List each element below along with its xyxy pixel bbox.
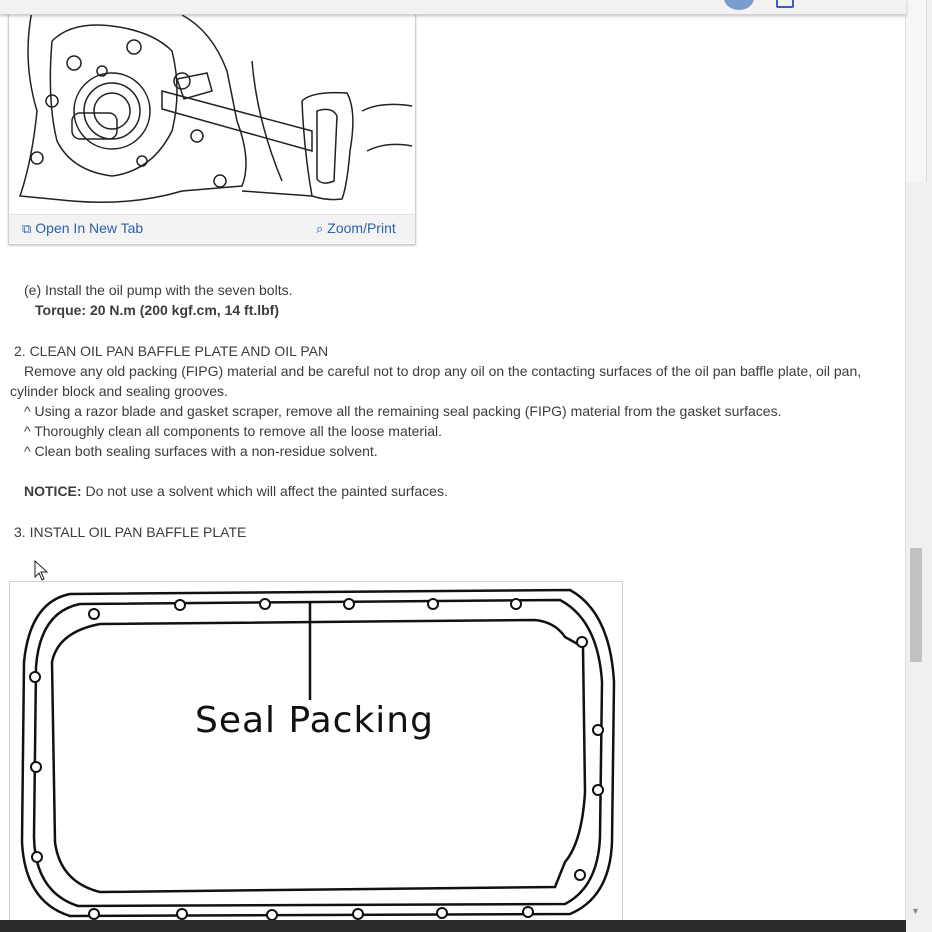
bullet-item: ^ Clean both sealing surfaces with a non-residue solvent. (24, 443, 378, 459)
figure-toolbar (9, 214, 415, 243)
profile-avatar[interactable] (724, 0, 754, 10)
extension-icon[interactable] (776, 0, 794, 8)
bottom-bar (0, 920, 906, 932)
scrollbar-track-upper (906, 0, 927, 182)
section-2-paragraph-cont: cylinder block and sealing grooves. (10, 383, 228, 399)
zoom-print-link[interactable] (316, 220, 396, 237)
oil-pan-figure (9, 581, 623, 928)
browser-toolbar (0, 0, 906, 15)
section-2-paragraph: Remove any old packing (FIPG) material and be careful not to drop any oil on the contacting surfaces of the oil pan baffle plate, oil pan, (24, 363, 862, 379)
open-in-new-tab-link[interactable] (22, 220, 143, 237)
section-3-heading: 3. INSTALL OIL PAN BAFFLE PLATE (14, 524, 247, 540)
mouse-cursor-icon (34, 560, 50, 582)
zoom-print-label: Zoom/Print (327, 220, 396, 236)
torque-spec: Torque: 20 N.m (200 kgf.cm, 14 ft.lbf) (35, 302, 280, 318)
zoom-icon: ⌕ (316, 221, 324, 236)
open-in-new-tab-icon: ⧉ (22, 221, 32, 236)
scrollbar-thumb[interactable] (910, 548, 922, 662)
notice (24, 481, 448, 501)
vertical-scrollbar[interactable] (905, 0, 932, 932)
seal-packing-label: Seal Packing (195, 700, 434, 741)
bullet-item: ^ Thoroughly clean all components to remove all the loose material. (24, 423, 442, 439)
oil-pump-figure (8, 0, 416, 245)
section-2-heading: 2. CLEAN OIL PAN BAFFLE PLATE AND OIL PAN (14, 343, 329, 359)
open-in-new-tab-label: Open In New Tab (35, 220, 144, 236)
scroll-down-arrow-icon[interactable]: ▼ (911, 906, 920, 916)
oil-pan-illustration (10, 582, 622, 927)
bullet-item: ^ Using a razor blade and gasket scraper, remove all the remaining seal packing (FIPG) material from the gasket surfaces. (24, 403, 782, 419)
step-e-text: (e) Install the oil pump with the seven bolts. (24, 282, 293, 298)
notice-label: NOTICE: (24, 483, 82, 499)
notice-text: Do not use a solvent which will affect the painted surfaces. (81, 483, 448, 499)
oil-pump-illustration (12, 1, 412, 213)
